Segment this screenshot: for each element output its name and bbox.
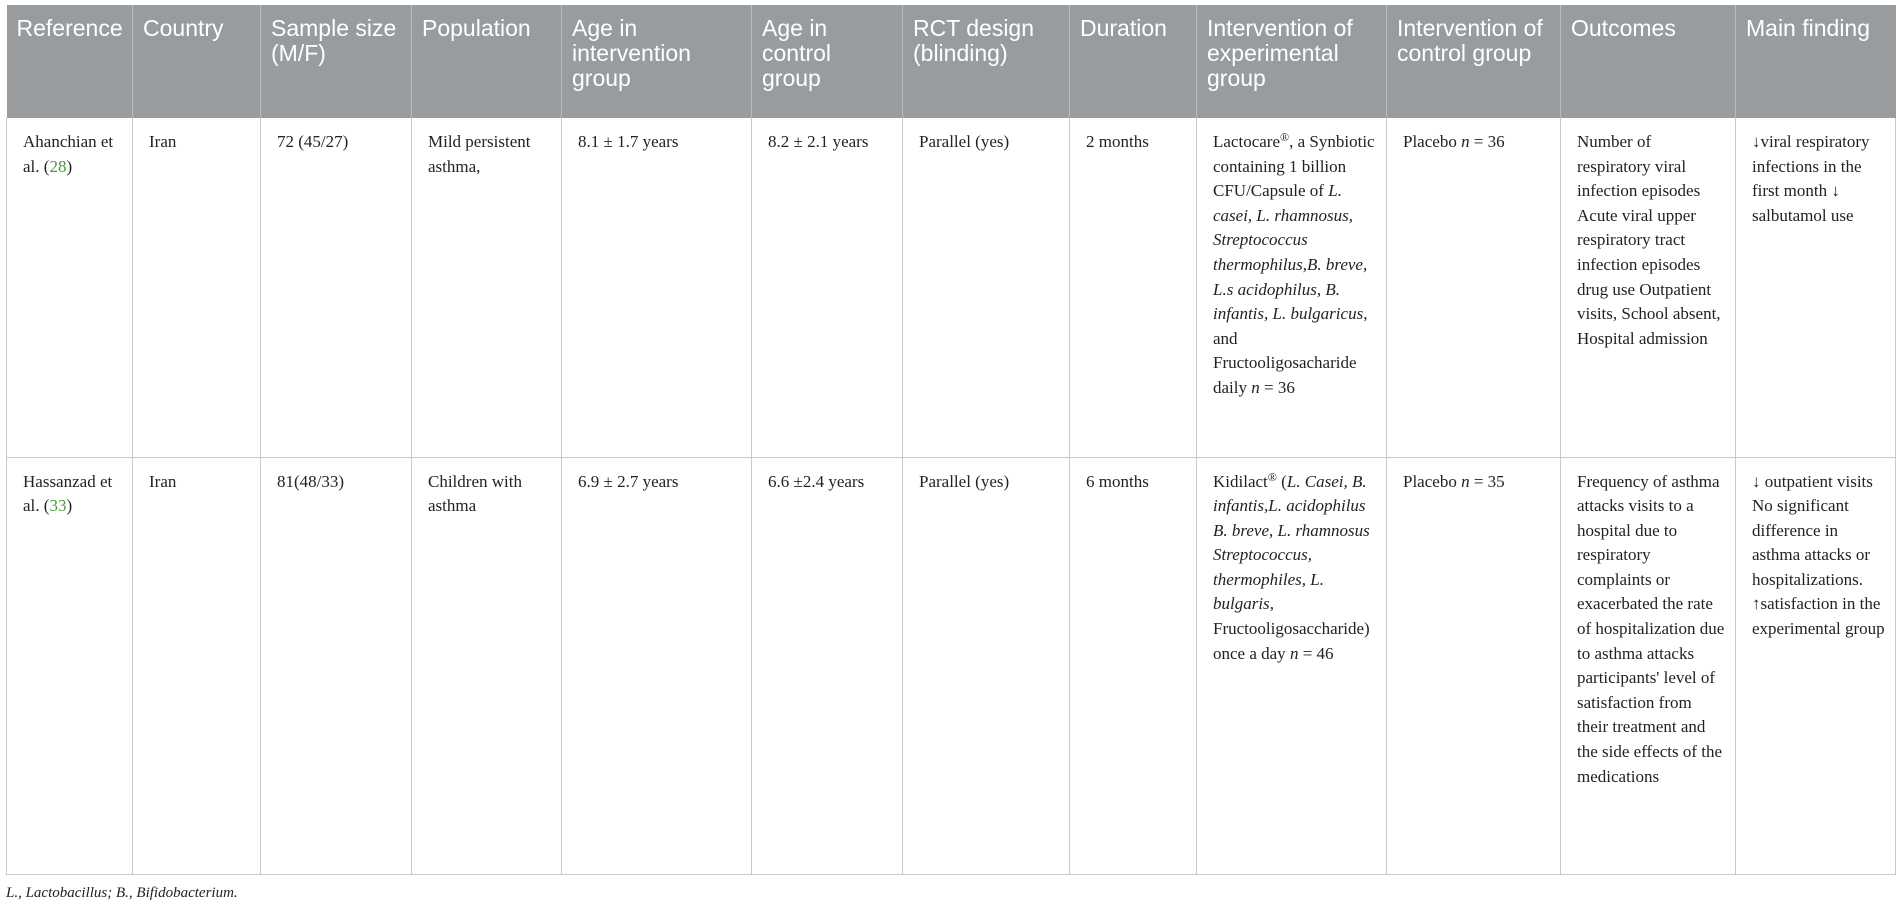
ref-author: Hassanzad et al. ( [23,471,113,516]
cell-intervention-control [1387,457,1561,874]
header-rct-design: RCT design (blinding) [903,5,1070,118]
n-label: n [1461,471,1470,491]
cell-outcomes: Number of respiratory viral infection episodes Acute viral upper respiratory tract infection episodes drug use Outpatient visits, School absent, Hospital admission [1561,118,1736,457]
header-country: Country [133,5,261,118]
cell-reference [7,118,133,457]
study-table-container [6,5,1895,875]
cell-age-control: 8.2 ± 2.1 years [752,118,903,457]
control-text: Placebo [1403,132,1462,151]
cell-country: Iran [133,457,261,874]
registered-mark: ® [1267,469,1277,484]
cell-rct-design: Parallel (yes) [903,118,1070,457]
header-age-control: Age in control group [752,5,903,118]
cell-intervention-control [1387,118,1561,457]
reference-link[interactable]: 28 [49,156,67,176]
header-duration: Duration [1070,5,1197,118]
study-characteristics-table [6,5,1896,875]
header-main-finding: Main finding [1736,5,1896,118]
ref-author: Ahanchian et al. ( [23,132,114,176]
registered-mark: ® [1280,130,1290,144]
n-label: n [1289,643,1299,663]
exp-text: ( [1276,471,1287,491]
table-row [7,457,1896,874]
n-value: = 46 [1298,643,1334,663]
header-outcomes: Outcomes [1561,5,1736,118]
control-text: Placebo [1403,471,1462,491]
table-header-row [7,5,1896,118]
n-value: = 35 [1469,471,1505,491]
header-intervention-control: Intervention of control group [1387,5,1561,118]
cell-main-finding: ↓ outpatient visits No significant difference in asthma attacks or hospitalizations. ↑satisfaction in the experimental group [1736,457,1896,874]
exp-text-tail: , Fructooligosaccharide) once a day [1213,594,1370,663]
n-label: n [1461,132,1470,151]
exp-text: , a Synbiotic containing 1 billion CFU/Capsule of [1213,132,1375,201]
n-value: = 36 [1469,132,1505,151]
species-list: L. Casei, B. infantis,L. acidophilus B. breve, L. rhamnosus Streptococcus, thermophiles, L. bulgaris [1213,471,1370,614]
cell-outcomes: Frequency of asthma attacks visits to a hospital due to respiratory complaints or exacerbated the rate of hospitalization due to asthma attacks participants' level of satisfaction from their treatment and the side effects of the medications [1561,457,1736,874]
cell-sample-size: 81(48/33) [261,457,412,874]
cell-rct-design: Parallel (yes) [903,457,1070,874]
header-reference: Reference [7,5,133,118]
reference-link[interactable]: 33 [49,496,67,516]
product-name: Kidilact [1213,471,1268,491]
cell-intervention-experimental [1197,457,1387,874]
product-name: Lactocare [1213,132,1280,151]
cell-population: Children with asthma [412,457,562,874]
cell-main-finding: ↓viral respiratory infections in the first month ↓ salbutamol use [1736,118,1896,457]
header-intervention-experimental: Intervention of experimental group [1197,5,1387,118]
cell-sample-size: 72 (45/27) [261,118,412,457]
ref-close: ) [66,496,73,516]
n-value: = 36 [1259,377,1295,397]
table-row [7,118,1896,457]
header-age-intervention: Age in intervention group [562,5,752,118]
species-list: L. casei, L. rhamnosus, Streptococcus thermophilus,B. breve, L.s acidophilus, B. infantis, L. bulgaricus [1213,181,1368,324]
cell-age-intervention: 8.1 ± 1.7 years [562,118,752,457]
cell-reference [7,457,133,874]
table-footnote: L., Lactobacillus; B., Bifidobacterium. [6,885,238,901]
cell-duration: 6 months [1070,457,1197,874]
cell-duration: 2 months [1070,118,1197,457]
cell-country: Iran [133,118,261,457]
cell-intervention-experimental [1197,118,1387,457]
cell-age-control: 6.6 ±2.4 years [752,457,903,874]
exp-text-tail: , and Fructooligosacharide daily [1213,304,1368,397]
n-label: n [1251,377,1260,397]
cell-age-intervention: 6.9 ± 2.7 years [562,457,752,874]
cell-population: Mild persistent asthma, [412,118,562,457]
ref-close: ) [66,156,73,176]
header-sample-size: Sample size (M/F) [261,5,412,118]
header-population: Population [412,5,562,118]
